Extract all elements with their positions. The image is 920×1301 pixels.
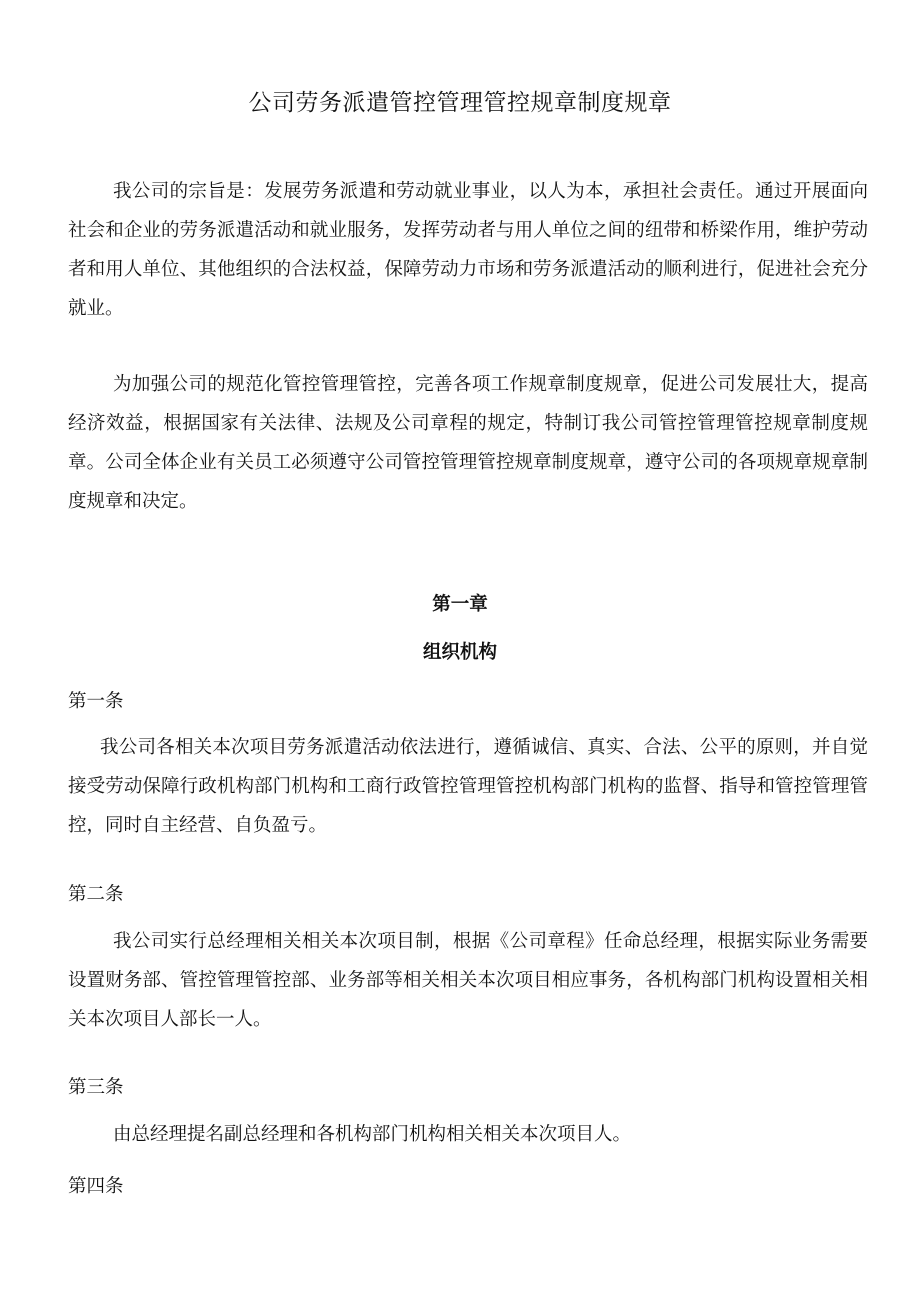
article-heading-2: 第二条 [68,884,124,905]
chapter-number: 第一章 [432,594,488,615]
article-text-2: 我公司实行总经理相关相关本次项目制，根据《公司章程》任命总经理，根据实际业务需要设置财务部、管控管理管控部、业务部等相关相关本次项目相应事务，各机构部门机构设置相关相关本次项目人部长一人。 [68,931,868,1030]
article-text-3: 由总经理提名副总经理和各机构部门机构相关相关本次项目人。 [113,1124,632,1145]
article-heading-4: 第四条 [68,1176,124,1197]
article-heading-1: 第一条 [68,691,124,712]
chapter-name: 组织机构 [422,642,497,663]
article-text-1: 我公司各相关本次项目劳务派遣活动依法进行，遵循诚信、真实、合法、公平的原则，并自觉接受劳动保障行政机构部门机构和工商行政管控管理管控机构部门机构的监督、指导和管控管理管控，同时自主经营、自负盈亏。 [68,737,868,836]
article-heading-3: 第三条 [68,1077,124,1098]
intro-paragraph-2: 为加强公司的规范化管控管理管控，完善各项工作规章制度规章，促进公司发展壮大，提高经济效益，根据国家有关法律、法规及公司章程的规定，特制订我公司管控管理管控规章制度规章。公司全体企业有关员工必须遵守公司管控管理管控规章制度规章，遵守公司的各项规章规章制度规章和决定。 [68,374,868,512]
document-title: 公司劳务派遣管控管理管控规章制度规章 [248,90,672,116]
intro-paragraph-1: 我公司的宗旨是：发展劳务派遣和劳动就业事业，以人为本，承担社会责任。通过开展面向社会和企业的劳务派遣活动和就业服务，发挥劳动者与用人单位之间的纽带和桥梁作用，维护劳动者和用人单位、其他组织的合法权益，保障劳动力市场和劳务派遣活动的顺利进行，促进社会充分就业。 [68,181,868,319]
